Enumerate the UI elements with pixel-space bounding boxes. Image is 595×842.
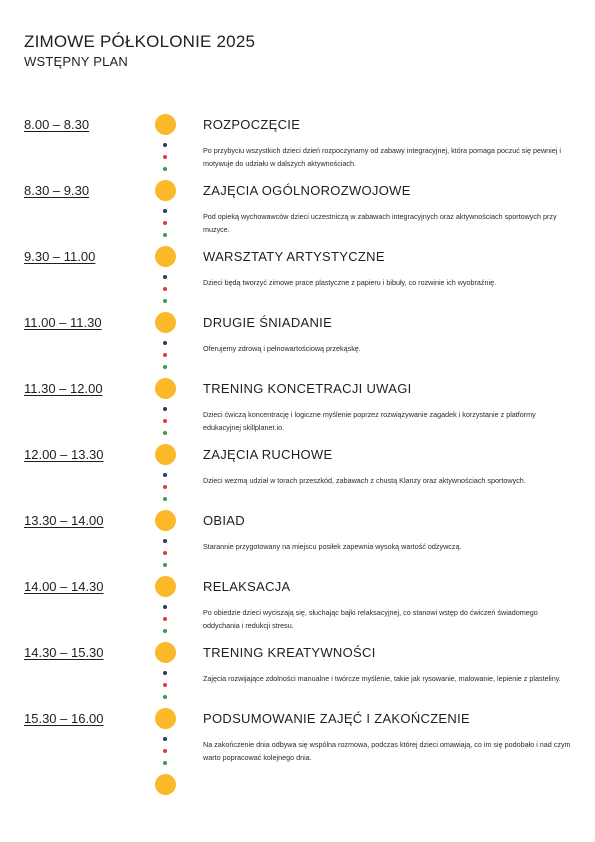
schedule-time: 13.30 – 14.00 bbox=[24, 513, 104, 528]
schedule-entry bbox=[0, 246, 595, 312]
schedule-time: 14.00 – 14.30 bbox=[24, 579, 104, 594]
page-title: ZIMOWE PÓŁKOLONIE 2025 bbox=[24, 32, 256, 51]
schedule-entry bbox=[0, 444, 595, 510]
timeline-dot-green bbox=[163, 497, 167, 501]
schedule-title: ZAJĘCIA RUCHOWE bbox=[203, 447, 333, 462]
schedule-title: TRENING KONCETRACJI UWAGI bbox=[203, 381, 412, 396]
timeline-dot-green bbox=[163, 299, 167, 303]
schedule-entry bbox=[0, 510, 595, 576]
timeline-dot-red bbox=[163, 221, 167, 225]
schedule-description: Dzieci wezmą udział w torach przeszkód, zabawach z chustą Klanzy oraz aktywnościach sportowych. bbox=[203, 476, 526, 485]
schedule-description: Po obiedzie dzieci wyciszają się, słuchając bajki relaksacyjnej, co stanowi wstęp do ćwiczeń świadomego oddychania i redukcji stresu. bbox=[203, 608, 538, 630]
timeline-circle bbox=[155, 576, 176, 597]
schedule-description: Zajęcia rozwijające zdolności manualne i twórcze myślenie, takie jak rysowanie, malowanie, lepienie z plasteliny. bbox=[203, 674, 561, 683]
schedule-time: 12.00 – 13.30 bbox=[24, 447, 104, 462]
timeline-dot-green bbox=[163, 365, 167, 369]
schedule-entry bbox=[0, 576, 595, 642]
timeline-circle bbox=[155, 708, 176, 729]
timeline-dot-green bbox=[163, 563, 167, 567]
timeline-dot-navy bbox=[163, 737, 167, 741]
timeline-dot-green bbox=[163, 629, 167, 633]
timeline-circle bbox=[155, 246, 176, 267]
schedule-title: ZAJĘCIA OGÓLNOROZWOJOWE bbox=[203, 183, 411, 198]
timeline-dot-red bbox=[163, 353, 167, 357]
timeline-dot-red bbox=[163, 155, 167, 159]
timeline-dot-red bbox=[163, 617, 167, 621]
schedule-description: Dzieci ćwiczą koncentrację i logiczne myślenie poprzez rozwiązywanie zagadek i korzystanie z platformy edukacyjnej skillplanet.io. bbox=[203, 410, 536, 432]
schedule-time: 11.30 – 12.00 bbox=[24, 381, 103, 396]
timeline-dot-navy bbox=[163, 473, 167, 477]
timeline-end-circle bbox=[155, 774, 176, 795]
schedule-entry bbox=[0, 114, 595, 180]
schedule-entry bbox=[0, 312, 595, 378]
schedule-entry bbox=[0, 708, 595, 774]
timeline-dot-green bbox=[163, 233, 167, 237]
timeline-dot-red bbox=[163, 485, 167, 489]
schedule-description: Pod opieką wychowawców dzieci uczestniczą w zabawach integracyjnych oraz aktywnościach sportowych przy muzyce. bbox=[203, 212, 557, 234]
timeline-circle bbox=[155, 642, 176, 663]
timeline-dot-navy bbox=[163, 671, 167, 675]
timeline-dot-navy bbox=[163, 341, 167, 345]
schedule-description: Starannie przygotowany na miejscu posiłek zapewnia wysoką wartość odżywczą. bbox=[203, 542, 462, 551]
schedule-title: DRUGIE ŚNIADANIE bbox=[203, 315, 333, 330]
schedule-description: Dzieci będą tworzyć zimowe prace plastyczne z papieru i bibuły, co rozwinie ich wyobraźnię. bbox=[203, 278, 497, 287]
schedule-time: 8.30 – 9.30 bbox=[24, 183, 90, 198]
timeline-dot-navy bbox=[163, 407, 167, 411]
timeline-dot-red bbox=[163, 683, 167, 687]
page-header bbox=[24, 32, 255, 70]
schedule-time: 14.30 – 15.30 bbox=[24, 645, 104, 660]
timeline-dot-navy bbox=[163, 143, 167, 147]
timeline-dot-green bbox=[163, 167, 167, 171]
timeline-dot-red bbox=[163, 287, 167, 291]
schedule-title: OBIAD bbox=[203, 513, 245, 528]
timeline-dot-red bbox=[163, 551, 167, 555]
timeline-dot-navy bbox=[163, 539, 167, 543]
page-subtitle: WSTĘPNY PLAN bbox=[24, 54, 129, 69]
timeline-dot-red bbox=[163, 419, 167, 423]
timeline-circle bbox=[155, 114, 176, 135]
schedule-time: 9.30 – 11.00 bbox=[24, 249, 96, 264]
schedule-entry bbox=[0, 642, 595, 708]
timeline-dot-green bbox=[163, 695, 167, 699]
schedule-time: 8.00 – 8.30 bbox=[24, 117, 90, 132]
schedule-description: Na zakończenie dnia odbywa się wspólna rozmowa, podczas której dzieci omawiają, co im się podobało i nad czym warto popracować kolejnego dnia. bbox=[203, 740, 571, 762]
timeline-dot-red bbox=[163, 749, 167, 753]
timeline-circle bbox=[155, 180, 176, 201]
schedule-title: WARSZTATY ARTYSTYCZNE bbox=[203, 249, 385, 264]
timeline-circle bbox=[155, 378, 176, 399]
timeline-dot-green bbox=[163, 431, 167, 435]
schedule-title: RELAKSACJA bbox=[203, 579, 291, 594]
schedule-entry bbox=[0, 180, 595, 246]
schedule-time: 15.30 – 16.00 bbox=[24, 711, 104, 726]
schedule-time: 11.00 – 11.30 bbox=[24, 315, 102, 330]
timeline-dot-navy bbox=[163, 275, 167, 279]
timeline-circle bbox=[155, 444, 176, 465]
timeline-dot-navy bbox=[163, 209, 167, 213]
schedule-description: Oferujemy zdrową i pełnowartościową przekąskę. bbox=[203, 344, 361, 353]
timeline-dot-green bbox=[163, 761, 167, 765]
schedule-title: ROZPOCZĘCIE bbox=[203, 117, 301, 132]
schedule-description: Po przybyciu wszystkich dzieci dzień rozpoczynamy od zabawy integracyjnej, która pomaga poczuć się pewniej i motywuje do udziału w dalszych aktywnościach. bbox=[203, 146, 561, 168]
timeline-circle bbox=[155, 510, 176, 531]
schedule-entry bbox=[0, 378, 595, 444]
timeline-circle bbox=[155, 312, 176, 333]
schedule-title: PODSUMOWANIE ZAJĘĆ I ZAKOŃCZENIE bbox=[203, 711, 470, 726]
schedule-title: TRENING KREATYWNOŚCI bbox=[203, 645, 376, 660]
timeline-dot-navy bbox=[163, 605, 167, 609]
